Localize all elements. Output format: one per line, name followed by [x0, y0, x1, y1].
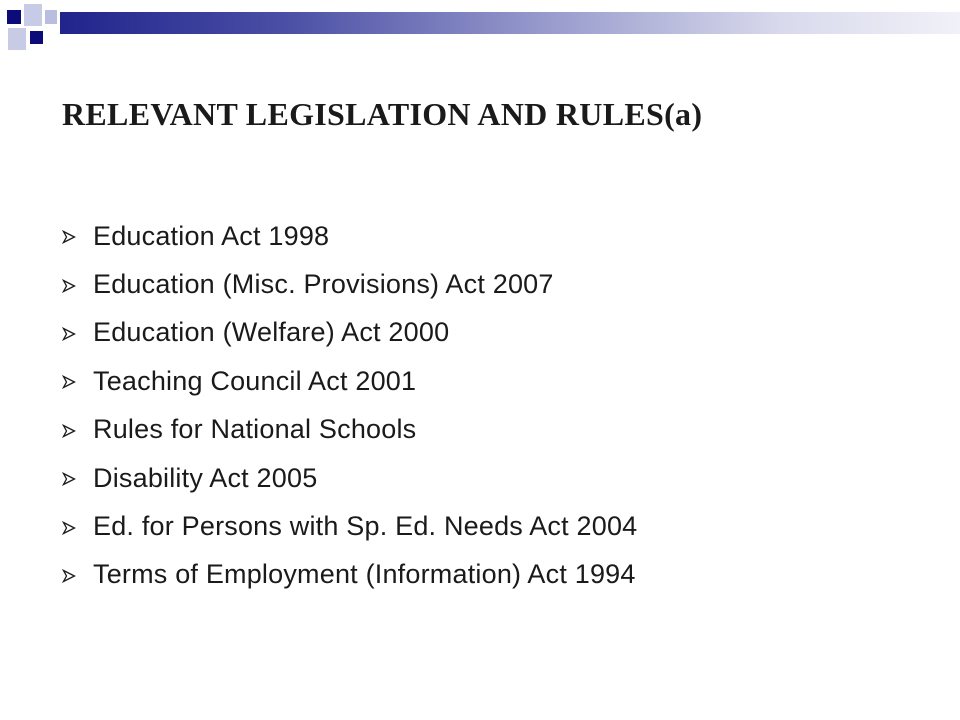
arrow-bullet-icon: [62, 521, 76, 535]
list-item: [62, 502, 637, 550]
decorative-square: [45, 10, 57, 24]
arrow-bullet-icon: [62, 279, 76, 293]
list-item-text: Rules for National Schools: [93, 414, 417, 445]
arrow-bullet-icon: [62, 327, 76, 341]
slide-title: RELEVANT LEGISLATION AND RULES(a): [62, 96, 703, 132]
decorative-square: [7, 10, 21, 24]
list-item-text: Ed. for Persons with Sp. Ed. Needs Act 2004: [93, 511, 638, 542]
header-gradient-bar: [60, 12, 960, 34]
list-item-text: Disability Act 2005: [93, 462, 318, 493]
list-item: [62, 406, 637, 454]
list-item: [62, 454, 637, 502]
arrow-bullet-icon: [62, 569, 76, 583]
decorative-square: [24, 4, 42, 26]
list-item: [62, 309, 637, 357]
list-item-text: Terms of Employment (Information) Act 1994: [93, 559, 636, 590]
list-item-text: Education Act 1998: [93, 220, 330, 251]
arrow-bullet-icon: [62, 375, 76, 389]
list-item-text: Education (Misc. Provisions) Act 2007: [93, 269, 554, 300]
arrow-bullet-icon: [62, 424, 76, 438]
list-item: [62, 212, 637, 260]
decorative-square: [8, 28, 26, 50]
decorative-square: [30, 31, 43, 44]
list-item: [62, 357, 637, 405]
arrow-bullet-icon: [62, 230, 76, 244]
legislation-list: [62, 212, 637, 599]
list-item: [62, 260, 637, 308]
arrow-bullet-icon: [62, 472, 76, 486]
list-item-text: Education (Welfare) Act 2000: [93, 317, 450, 348]
list-item-text: Teaching Council Act 2001: [93, 365, 417, 396]
list-item: [62, 551, 637, 599]
